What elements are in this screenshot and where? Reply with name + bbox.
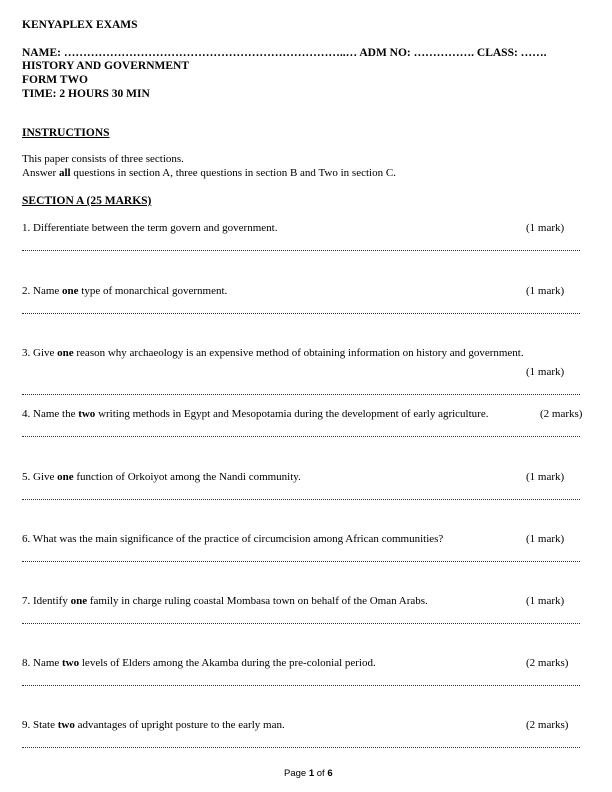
current-page: 1	[308, 768, 315, 779]
adm-blank: …………….	[413, 47, 475, 59]
question-1	[22, 222, 277, 234]
question-text: levels of Elders among the Akamba during the pre-colonial period.	[79, 657, 376, 669]
total-pages: 6	[327, 768, 333, 779]
form-level: FORM TWO	[22, 74, 88, 86]
question-text: 9. State	[22, 719, 58, 731]
question-text: 8. Name	[22, 657, 63, 669]
question-text: 2. Name	[22, 285, 63, 297]
question-text: family in charge ruling coastal Mombasa town on behalf of the Oman Arabs.	[87, 595, 428, 607]
question-text: 4. Name the	[22, 408, 79, 420]
question-text: 6. What was the main significance of the practice of circumcision among African communities?	[22, 533, 444, 545]
question-text: 3. Give	[22, 347, 58, 359]
question-1-marks: (1 mark)	[526, 222, 565, 234]
question-emphasis: two	[78, 408, 96, 420]
question-text: 1. Differentiate between the term govern and government.	[22, 222, 278, 234]
instructions-text: Answer	[22, 167, 59, 179]
question-2-marks: (1 mark)	[526, 285, 565, 297]
of-word: of	[314, 768, 328, 779]
answer-line[interactable]	[22, 623, 580, 624]
question-emphasis: one	[70, 595, 88, 607]
question-8-marks: (2 marks)	[526, 657, 569, 669]
question-emphasis: one	[57, 347, 74, 359]
exam-time: TIME: 2 HOURS 30 MIN	[22, 88, 150, 100]
question-9-marks: (2 marks)	[526, 719, 569, 731]
question-emphasis: one	[57, 471, 74, 483]
answer-line[interactable]	[22, 499, 580, 500]
answer-line[interactable]	[22, 747, 580, 748]
question-4	[22, 408, 488, 420]
question-7	[22, 595, 428, 607]
question-8	[22, 657, 376, 669]
student-info-line	[22, 47, 547, 59]
page-number	[284, 768, 333, 779]
section-a-heading: SECTION A (25 MARKS)	[22, 195, 152, 207]
answer-line[interactable]	[22, 561, 580, 562]
question-6	[22, 533, 443, 545]
question-text: writing methods in Egypt and Mesopotamia during the development of early agriculture.	[95, 408, 489, 420]
class-label: CLASS:	[474, 47, 521, 59]
question-text: type of monarchical government.	[78, 285, 228, 297]
question-4-marks: (2 marks)	[540, 408, 583, 420]
instructions-heading: INSTRUCTIONS	[22, 127, 110, 139]
adm-label: ADM NO:	[357, 47, 414, 59]
question-emphasis: two	[57, 719, 75, 731]
name-label: NAME:	[22, 47, 64, 59]
instructions-text: questions in section A, three questions in section B and Two in section C.	[70, 167, 396, 179]
answer-line[interactable]	[22, 436, 580, 437]
question-3-marks: (1 mark)	[526, 366, 565, 378]
question-text: advantages of upright posture to the early man.	[74, 719, 285, 731]
instructions-line-1: This paper consists of three sections.	[22, 153, 184, 165]
answer-line[interactable]	[22, 394, 580, 395]
question-text: 7. Identify	[22, 595, 71, 607]
question-6-marks: (1 mark)	[526, 533, 565, 545]
answer-line[interactable]	[22, 250, 580, 251]
question-emphasis: two	[62, 657, 80, 669]
page-word: Page	[284, 768, 309, 779]
answer-line[interactable]	[22, 313, 580, 314]
instructions-line-2	[22, 167, 396, 179]
question-emphasis: one	[62, 285, 79, 297]
question-5-marks: (1 mark)	[526, 471, 565, 483]
subject-title: HISTORY AND GOVERNMENT	[22, 60, 190, 72]
question-7-marks: (1 mark)	[526, 595, 565, 607]
name-blank: ………………………………………………………………..…	[63, 47, 358, 59]
school-title: KENYAPLEX EXAMS	[22, 19, 138, 31]
question-text: function of Orkoiyot among the Nandi community.	[73, 471, 301, 483]
question-2	[22, 285, 227, 297]
instructions-emphasis: all	[58, 167, 71, 179]
question-3	[22, 347, 524, 359]
question-5	[22, 471, 301, 483]
question-9	[22, 719, 285, 731]
class-blank: …….	[520, 47, 547, 59]
question-text: 5. Give	[22, 471, 58, 483]
question-text: reason why archaeology is an expensive method of obtaining information on history and government.	[73, 347, 524, 359]
answer-line[interactable]	[22, 685, 580, 686]
